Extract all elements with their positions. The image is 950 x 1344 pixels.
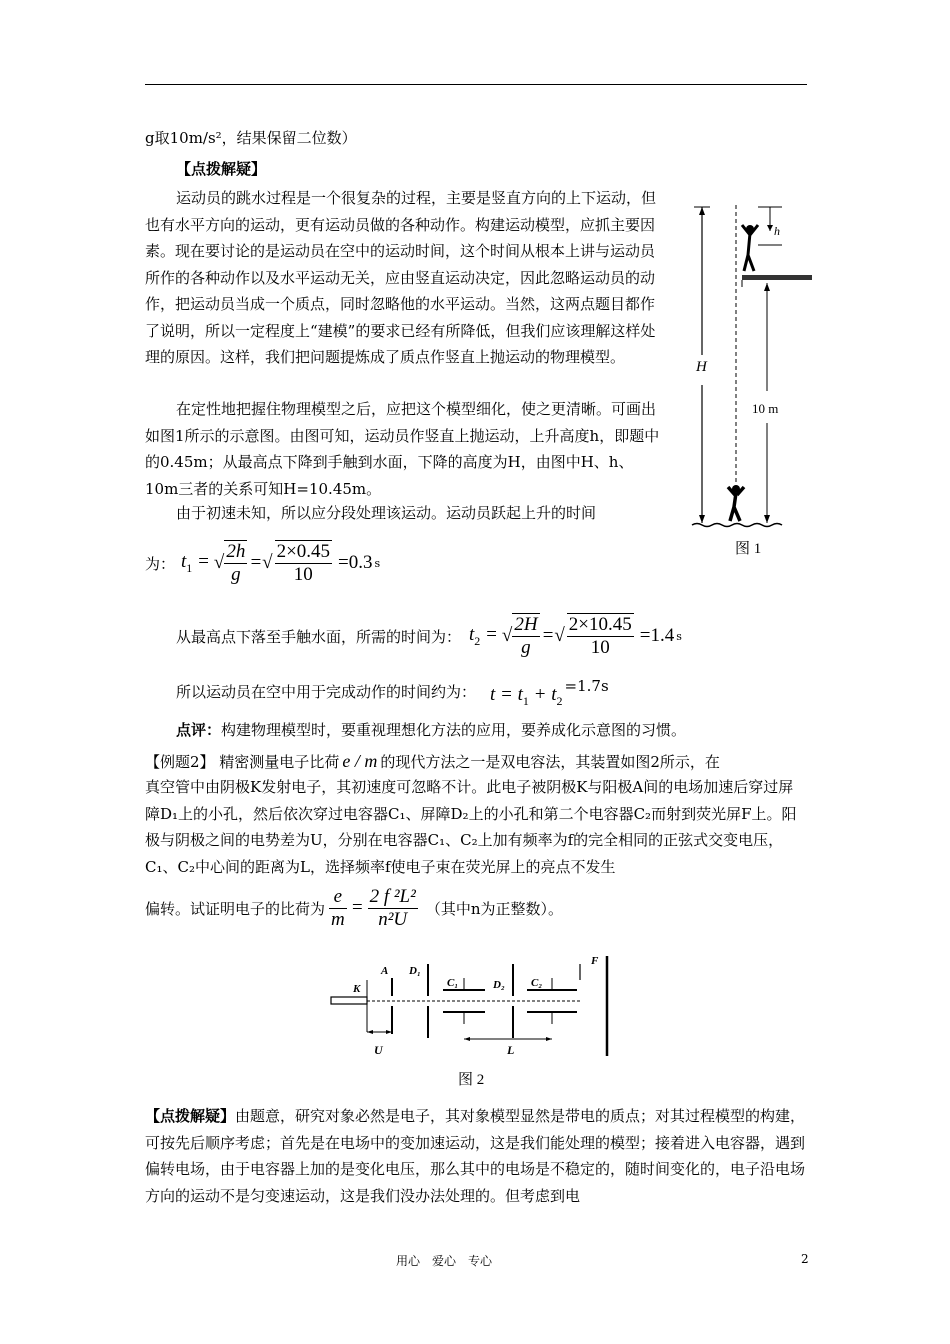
ratio-numerator: e	[329, 886, 347, 909]
ratio-rhs-denominator: n²U	[378, 908, 408, 930]
figure1-caption: 图 1	[735, 541, 762, 557]
t2-subscript: 2	[474, 633, 481, 648]
t1-frac2-numerator: 2×0.45	[276, 541, 331, 562]
t2-result: =1.4	[639, 625, 675, 646]
formula-t-prefix: 所以运动员在空中用于完成动作的时间约为：	[176, 682, 477, 701]
example2-label: 【例题2】 精密测量电子比荷	[145, 753, 340, 771]
paragraph-detail: 在定性地把握住物理模型之后，应把这个模型细化，使之更清晰。可画出如图1所示的示意图。由图可知，运动员作竖直上抛运动，上升高度h，即题中的0.45m；从最高点下降到手触到水面，下降的高度为H，由图中H、h、10m三者的关系可知H=10.45m。	[145, 400, 660, 498]
label-D1: D₁	[409, 965, 421, 977]
em-symbol: e / m	[342, 751, 378, 771]
example2-first-line	[145, 751, 720, 772]
example2-line1-rest: 的现代方法之一是双电容法，其装置如图2所示，在	[380, 753, 720, 771]
arrow-10m-head-top	[764, 283, 770, 291]
t2-frac1-numerator: 2H	[514, 614, 538, 635]
paragraph-hint-2-text: 由题意，研究对象必然是电子，其对象模型显然是带电的质点；对其过程模型的构建，可按先后顺序考虑；首先是在电场中的变加速运动，这是我们能处理的模型；接着进入电容器，遇到偏转电场，由于电容器上加的是变化电压，那么其中的电场是不稳定的，随时间变化的，电子沿电场方向的运动不是匀变速运动，这是我们没办法处理的。但考虑到电	[145, 1107, 806, 1205]
label-10m: 10 m	[752, 401, 779, 416]
t1-frac2-denominator: 10	[293, 564, 313, 585]
comment-label: 点评：	[176, 721, 222, 739]
label-C1: C₁	[447, 977, 459, 989]
t-sub1: 1	[522, 693, 529, 708]
comment-text: 构建物理模型时，要重视理想化方法的应用，要养成化示意图的习惯。	[221, 721, 687, 739]
example2-body: 真空管中由阴极K发射电子，其初速度可忽略不计。此电子被阴极K与阳极A间的电场加速后穿过屏障D₁上的小孔，然后依次穿过电容器C₁、屏障D₂上的小孔和第二个电容器C₂而射到荧光屏F上。阳极与阴极之间的电势差为U，分别在电容器C₁、C₂上加有频率为f的完全相同的正弦式交变电压，C₁、C₂中心间的距离为L，选择频率f使电子束在荧光屏上的亮点不发生	[145, 778, 797, 876]
heading-hint-2: 【点拨解疑】	[145, 1107, 236, 1125]
t1-subscript: 1	[186, 560, 193, 575]
heading-hint-1: 【点拨解疑】	[176, 160, 267, 178]
t1-frac1-numerator: 2h	[226, 541, 246, 562]
paragraph-hint-2	[145, 1103, 807, 1209]
figure-2	[325, 950, 625, 1095]
arrow-L-right-head	[546, 1037, 552, 1041]
arrow-10m-head-bottom	[764, 515, 770, 523]
t-eq: t = t	[490, 683, 523, 705]
cathode-K	[331, 997, 367, 1004]
header-rule	[145, 84, 807, 85]
arrow-h-head	[767, 225, 773, 231]
label-L: L	[507, 1043, 515, 1057]
formula-t1-prefix: 为：	[145, 554, 176, 573]
arrow-H-head-bottom	[699, 515, 705, 523]
t2-symbol: t	[469, 623, 475, 645]
footer-slogan: 用心 爱心 专心	[396, 1254, 493, 1268]
t1-unit: s	[374, 556, 381, 570]
t2-unit: s	[676, 629, 682, 643]
prove-prefix: 偏转。试证明电子的比荷为	[145, 899, 326, 918]
label-U: U	[374, 1043, 383, 1057]
formula-t-total	[176, 676, 609, 706]
arrow-U-left-head	[367, 1030, 373, 1034]
arrow-L-left-head	[464, 1037, 470, 1041]
platform	[742, 275, 812, 280]
ratio-rhs-numerator: 2 f ²L²	[369, 885, 416, 907]
comment	[176, 720, 686, 740]
t-sub2: 2	[556, 693, 563, 708]
formula-t2-prefix: 从最高点下落至手触水面，所需的时间为：	[176, 627, 462, 646]
label-K: K	[353, 983, 361, 995]
t2-frac1-denominator: g	[521, 637, 531, 658]
formula-t2: 从最高点下落至手触水面，所需的时间为： $t_2$ = √ $\frac{2H}{g}$ =√ $\frac{2\times 10.45}{10}$ =1.4 s	[176, 614, 682, 658]
prove-line: 偏转。试证明电子的比荷为 $\frac{e}{m}$ = $\frac{\text{2 f ²L²}}{\text{n²U}}$ （其中n为正整数）。	[145, 885, 563, 930]
t1-frac1-denominator: g	[231, 564, 241, 585]
water-surface	[692, 524, 782, 527]
paragraph-model: 运动员的跳水过程是一个很复杂的过程，主要是竖直方向的上下运动，但也有水平方向的运动，更有运动员做的各种动作。构建运动模型，应抓主要因素。现在要讨论的是运动员在空中的运动时间，这个时间从根本上讲与运动员所作的各种动作以及水平运动无关，应由竖直运动决定，因此忽略运动员的动作，把运动员当成一个质点，同时忽略他的水平运动。当然，这两点题目都作了说明，所以一定程度上“建模”的要求已经有所降低，但我们应该理解这样处理的原因。这样，我们把问题提炼成了质点作竖直上抛运动的物理模型。	[145, 189, 657, 366]
figure2-caption: 图 2	[458, 1072, 485, 1088]
paragraph-segment: 由于初速未知，所以应分段处理该运动。运动员跃起上升的时间	[176, 504, 597, 522]
ratio-denominator: m	[331, 908, 345, 930]
label-h: h	[774, 224, 780, 238]
page-number: 2	[801, 1252, 809, 1266]
continued-line: g取10m/s²，结果保留二位数）	[145, 129, 357, 147]
prove-suffix: （其中n为正整数）。	[425, 899, 563, 918]
t1-result: =0.3	[338, 552, 373, 573]
t1-symbol: t	[181, 550, 187, 572]
t-plus: + t	[528, 683, 557, 705]
label-D2: D₂	[493, 979, 505, 991]
label-C2: C₂	[531, 977, 543, 989]
label-F: F	[591, 955, 599, 967]
arrow-H-head-top	[699, 207, 705, 215]
athlete-top-figure	[742, 225, 758, 271]
formula-t1: 为： $t_1$ = √ $\frac{2h}{g}$ =√ $\frac{2\times 0.45}{10}$ =0.3 s	[145, 541, 381, 585]
t2-frac2-denominator: 10	[590, 637, 610, 658]
label-A: A	[381, 965, 389, 977]
t-value: =1.7s	[564, 677, 609, 695]
t2-frac2-numerator: 2×10.45	[568, 614, 632, 635]
athlete-bottom-figure	[728, 485, 744, 521]
figure-1	[672, 195, 812, 565]
label-H: H	[696, 359, 707, 375]
